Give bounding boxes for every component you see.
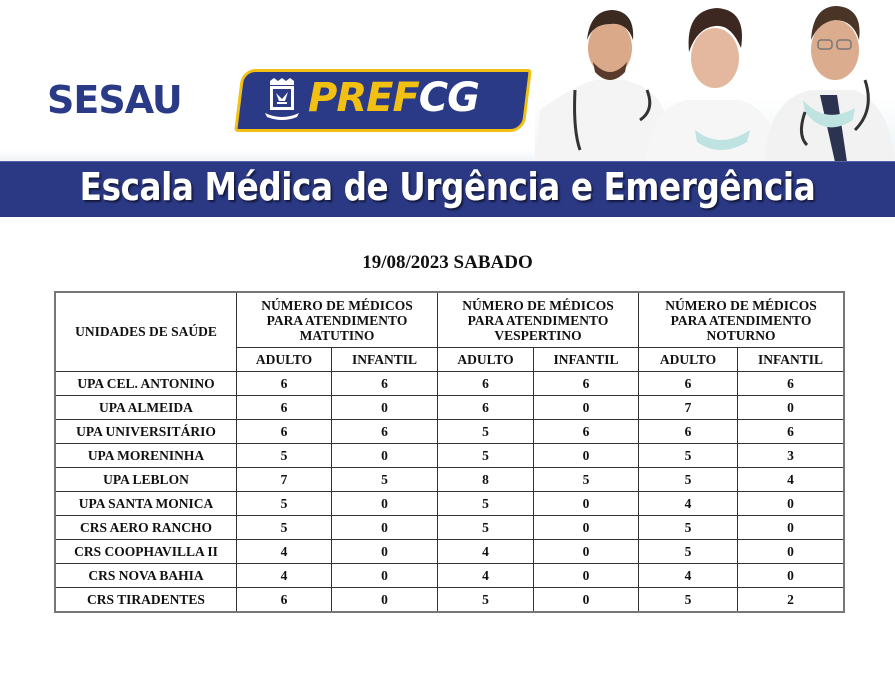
doctor-count-cell: 6 [738,420,845,444]
title-bar [0,161,895,217]
sesau-logo: SESAU [47,78,182,122]
table-row [55,564,844,588]
doctor-count-cell: 6 [237,588,332,613]
doctor-count-cell: 4 [237,564,332,588]
group-header-row [55,292,844,348]
table-row [55,492,844,516]
doctor-count-cell: 0 [332,396,438,420]
doctor-count-cell: 0 [534,540,639,564]
table-row [55,396,844,420]
page-title: Escala Médica de Urgência e Emergência [79,165,816,209]
doctor-count-cell: 0 [332,564,438,588]
group-header-vespertino: NÚMERO DE MÉDICOS PARA ATENDIMENTO VESPERTINO [438,292,639,348]
doctor-count-cell: 4 [639,564,738,588]
table-row [55,420,844,444]
doctor-count-cell: 6 [738,372,845,396]
doctor-count-cell: 7 [639,396,738,420]
doctor-count-cell: 6 [438,372,534,396]
doctor-count-cell: 5 [639,588,738,613]
subheader-noturno-infantil: INFANTIL [738,348,845,372]
doctor-count-cell: 5 [237,444,332,468]
table-row [55,372,844,396]
doctor-count-cell: 5 [639,516,738,540]
doctor-count-cell: 5 [332,468,438,492]
doctors-illustration-icon [535,0,895,162]
schedule-date: 19/08/2023 SABADO [362,252,533,273]
doctor-count-cell: 5 [639,468,738,492]
unit-name-cell: CRS AERO RANCHO [55,516,237,540]
doctor-count-cell: 4 [438,540,534,564]
doctor-count-cell: 5 [534,468,639,492]
prefcg-wordmark: PREFCG [308,75,479,121]
subheader-matutino-adulto: ADULTO [237,348,332,372]
doctor-count-cell: 0 [534,516,639,540]
header-banner [0,0,895,217]
doctor-count-cell: 5 [438,588,534,613]
unit-name-cell: UPA CEL. ANTONINO [55,372,237,396]
doctor-count-cell: 5 [438,420,534,444]
doctor-count-cell: 6 [534,420,639,444]
doctor-count-cell: 4 [237,540,332,564]
subheader-noturno-adulto: ADULTO [639,348,738,372]
doctor-count-cell: 7 [237,468,332,492]
doctor-count-cell: 3 [738,444,845,468]
doctor-count-cell: 0 [332,492,438,516]
doctor-count-cell: 5 [639,540,738,564]
doctor-count-cell: 0 [738,540,845,564]
doctors-photo [535,0,895,162]
doctor-count-cell: 0 [332,540,438,564]
doctor-count-cell: 4 [738,468,845,492]
table-row [55,444,844,468]
doctor-count-cell: 6 [332,372,438,396]
unit-name-cell: UPA SANTA MONICA [55,492,237,516]
doctor-count-cell: 0 [534,444,639,468]
doctor-count-cell: 0 [738,564,845,588]
doctor-count-cell: 0 [534,564,639,588]
subheader-vespertino-adulto: ADULTO [438,348,534,372]
doctor-count-cell: 6 [438,396,534,420]
doctor-count-cell: 5 [237,492,332,516]
doctor-count-cell: 0 [738,516,845,540]
doctor-count-cell: 6 [639,420,738,444]
doctor-count-cell: 6 [237,372,332,396]
table-row [55,540,844,564]
doctor-count-cell: 4 [438,564,534,588]
unit-name-cell: CRS TIRADENTES [55,588,237,613]
city-crest-icon [262,77,302,123]
table-row [55,516,844,540]
doctor-count-cell: 8 [438,468,534,492]
doctor-count-cell: 6 [237,396,332,420]
doctor-count-cell: 0 [332,516,438,540]
group-header-noturno: NÚMERO DE MÉDICOS PARA ATENDIMENTO NOTURNO [639,292,845,348]
schedule-table [54,291,845,613]
schedule-body [55,372,844,613]
doctor-count-cell: 5 [438,444,534,468]
doctor-count-cell: 0 [534,588,639,613]
doctor-count-cell: 0 [332,588,438,613]
prefcg-logo [238,69,528,132]
table-row [55,588,844,613]
doctor-count-cell: 0 [332,444,438,468]
doctor-count-cell: 6 [639,372,738,396]
subheader-vespertino-infantil: INFANTIL [534,348,639,372]
doctor-count-cell: 5 [438,516,534,540]
doctor-count-cell: 6 [332,420,438,444]
subheader-matutino-infantil: INFANTIL [332,348,438,372]
doctor-count-cell: 6 [534,372,639,396]
group-header-matutino: NÚMERO DE MÉDICOS PARA ATENDIMENTO MATUTINO [237,292,438,348]
unit-name-cell: UPA ALMEIDA [55,396,237,420]
doctor-count-cell: 6 [237,420,332,444]
table-row [55,468,844,492]
unit-name-cell: UPA LEBLON [55,468,237,492]
unit-name-cell: UPA MORENINHA [55,444,237,468]
doctor-count-cell: 0 [738,396,845,420]
doctor-count-cell: 5 [639,444,738,468]
doctor-count-cell: 0 [534,396,639,420]
doctor-count-cell: 5 [438,492,534,516]
doctor-count-cell: 5 [237,516,332,540]
unit-column-header: UNIDADES DE SAÚDE [55,292,237,372]
doctor-count-cell: 0 [738,492,845,516]
doctor-count-cell: 0 [534,492,639,516]
doctor-count-cell: 4 [639,492,738,516]
doctor-count-cell: 2 [738,588,845,613]
unit-name-cell: UPA UNIVERSITÁRIO [55,420,237,444]
unit-name-cell: CRS NOVA BAHIA [55,564,237,588]
unit-name-cell: CRS COOPHAVILLA II [55,540,237,564]
